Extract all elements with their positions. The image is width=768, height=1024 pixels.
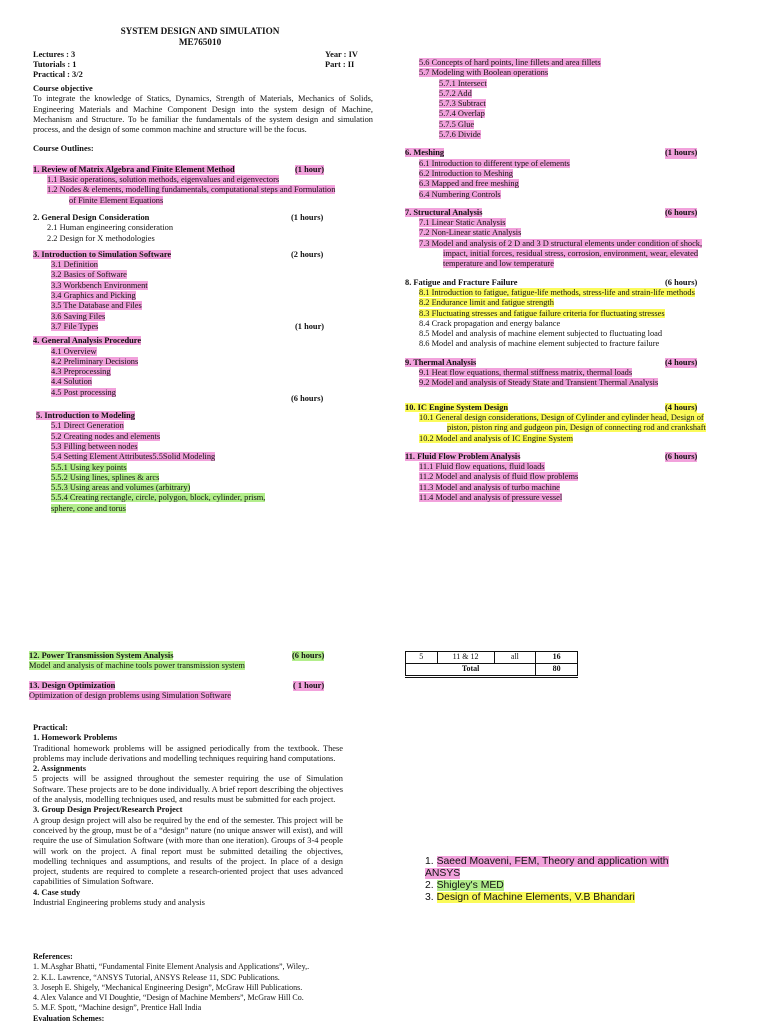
section-7-item: 7.2 Non-Linear static Analysis <box>419 228 522 238</box>
objective-text: To integrate the knowledge of Statics, Dynamics, Strength of Materials, Mechanics of Solids, Engineering Materials and Machine Component Design into the system design of Machine, Mechanism and Structure. To be familiar the fundamentals of the system design and simulation process, and the design of some common machine and structure will be the focus. <box>33 94 373 135</box>
meta-row-2 <box>33 60 373 70</box>
section-7-item-cont: temperature and low temperature <box>443 259 554 269</box>
added-ref-2: 2. Shigley's MED <box>425 880 504 891</box>
section-6-item: 6.3 Mapped and free meshing <box>419 179 519 189</box>
table-row <box>406 664 578 676</box>
right-column <box>405 58 705 503</box>
section-6-item: 6.2 Introduction to Meshing <box>419 168 513 178</box>
section-8-item: 8.4 Crack propagation and energy balance <box>419 318 561 328</box>
course-code: ME765010 <box>178 37 222 47</box>
section-3-item: 3.6 Saving Files <box>51 311 106 321</box>
section-2-item: 2.1 Human engineering consideration <box>47 223 174 233</box>
section-8-item: 8.2 Endurance limit and fatigue strength <box>419 298 554 308</box>
section-4-hours: (1 hour) <box>295 321 325 331</box>
section-6-item: 6.1 Introduction to different type of elements <box>419 158 570 168</box>
section-3-item: 3.4 Graphics and Picking <box>51 291 136 301</box>
section-4-item: 4.2 Preliminary Decisions <box>51 356 139 366</box>
section-3-item: 3.1 Definition <box>51 260 98 270</box>
course-title: SYSTEM DESIGN AND SIMULATION <box>120 26 280 36</box>
section-4-item: 4.5 Post processing (6 hours) <box>51 387 324 403</box>
section-4-item: 4.3 Preprocessing <box>51 367 111 377</box>
table-total-value: 80 <box>536 664 578 676</box>
section-10-hours: (4 hours) <box>665 402 698 412</box>
section-9-title: 9. Thermal Analysis (4 hours) <box>405 357 698 367</box>
section-10-item: 10.2 Model and analysis of IC Engine System <box>419 433 573 443</box>
practical-item-title: 3. Group Design Project/Research Project <box>33 805 183 815</box>
section-12-text: Model and analysis of machine tools power transmission system <box>29 661 245 671</box>
table-cell: 16 <box>536 652 578 664</box>
section-5-title: 5. Introduction to Modeling <box>36 411 135 421</box>
section-8-item: 8.6 Model and analysis of machine element subjected to fracture failure <box>419 339 660 349</box>
section-3-item: 3.3 Workbench Environment <box>51 280 148 290</box>
part: Part : II <box>325 60 355 69</box>
tutorials: Tutorials : 1 <box>33 60 77 69</box>
section-5-item: 5.5.1 Using key points <box>51 462 127 472</box>
section-1-item-cont: of Finite Element Equations <box>69 195 164 205</box>
reference-item: 1. M.Asghar Bhatti, “Fundamental Finite Element Analysis and Applications”, Wiley,. <box>33 962 310 972</box>
section-8-item: 8.1 Introduction to fatigue, fatigue-life methods, stress-life and strain-life methods <box>419 287 695 297</box>
section-6-item: 6.4 Numbering Controls <box>419 189 501 199</box>
section-8-item: 8.5 Model and analysis of machine element subjected to fluctuating load <box>419 329 663 339</box>
section-7-title: 7. Structural Analysis (6 hours) <box>405 207 698 217</box>
reference-item: 3. Joseph E. Shigely, “Mechanical Engineering Design”, McGraw Hill Publications. <box>33 982 303 992</box>
section-2-item: 2.2 Design for X methodologies <box>47 233 155 243</box>
reference-item: 5. M.F. Spott, “Machine design”, Prentice Hall India <box>33 1003 202 1013</box>
section-4-title: 4. General Analysis Procedure <box>33 336 142 346</box>
references-heading: References: <box>33 952 73 961</box>
added-ref-1: 1. Saeed Moaveni, FEM, Theory and application with <box>425 856 669 867</box>
section-13-hours: ( 1 hour) <box>293 680 325 690</box>
section-3-hours: (2 hours) <box>291 249 324 259</box>
section-11-title: 11. Fluid Flow Problem Analysis (6 hours) <box>405 451 698 461</box>
references-section <box>33 952 378 1024</box>
evaluation-heading: Evaluation Schemes: <box>33 1013 105 1023</box>
reference-item: 4. Alex Valance and VI Doughtie, “Design of Machine Members”, McGraw Hill Co. <box>33 993 304 1003</box>
section-5-item: 5.1 Direct Generation <box>51 421 124 431</box>
section-7-item: 7.1 Linear Static Analysis <box>419 218 506 228</box>
evaluation-table <box>405 651 578 676</box>
section-3-item: 3.5 The Database and Files <box>51 301 142 311</box>
added-references <box>425 856 745 904</box>
table-row <box>406 652 578 664</box>
section-5-item: 5.5.2 Using lines, splines & arcs <box>51 472 160 482</box>
section-2-title: 2. General Design Consideration (1 hours) <box>33 212 324 222</box>
section-5-item: 5.2 Creating nodes and elements <box>51 431 161 441</box>
section-1-hours: (1 hour) <box>295 164 325 174</box>
section-6-hours: (1 hours) <box>665 148 698 158</box>
meta-row-1 <box>33 50 373 60</box>
section-9-item: 9.2 Model and analysis of Steady State and Transient Thermal Analysis <box>419 378 659 388</box>
section-3-item: 3.7 File Types (1 hour) <box>51 321 325 331</box>
section-7-item: 7.3 Model and analysis of 2 D and 3 D structural elements under condition of shock, <box>419 238 703 248</box>
section-5-item: 5.6 Concepts of hard points, line fillets and area fillets <box>419 58 601 67</box>
section-1-title: 1. Review of Matrix Algebra and Finite Element Method (1 hour) <box>33 164 325 174</box>
boolean-op: 5.7.3 Subtract <box>439 99 486 109</box>
boolean-op: 5.7.2 Add <box>439 88 472 98</box>
section-11-item: 11.1 Fluid flow equations, fluid loads <box>419 462 545 472</box>
section-9-item: 9.1 Heat flow equations, thermal stiffness matrix, thermal loads <box>419 368 633 378</box>
boolean-op: 5.7.1 Intersect <box>439 78 487 88</box>
section-10-title: 10. IC Engine System Design (4 hours) <box>405 402 698 412</box>
section-5-item-cont: sphere, cone and torus <box>51 503 126 513</box>
section-7-item-cont: impact, initial forces, residual stress, corrosion, environment, wear, elevated <box>443 249 699 259</box>
left-column <box>33 50 373 514</box>
added-ref-1-cont: ANSYS <box>425 868 461 879</box>
section-3-item: 3.2 Basics of Software <box>51 270 127 280</box>
section-4-item: 4.1 Overview <box>51 346 97 356</box>
section-5-item: 5.4 Setting Element Attributes5.5Solid Modeling <box>51 452 216 462</box>
section-8-item: 8.3 Fluctuating stresses and fatigue failure criteria for fluctuating stresses <box>419 308 665 318</box>
section-12-hours: (6 hours) <box>292 651 325 660</box>
section-11-hours: (6 hours) <box>665 451 698 461</box>
table-cell: 11 & 12 <box>437 652 494 664</box>
boolean-op: 5.7.5 Glue <box>439 119 475 129</box>
section-1-item: 1.1 Basic operations, solution methods, eigenvalues and eigenvectors <box>47 175 280 185</box>
section-4-item: 4.4 Solution <box>51 377 92 387</box>
section-3-title: 3. Introduction to Simulation Software (2 hours) <box>33 249 324 259</box>
year: Year : IV <box>325 50 358 59</box>
practical-item-title: 2. Assignments <box>33 764 87 774</box>
section-7-hours: (6 hours) <box>665 207 698 217</box>
section-8-hours: (6 hours) <box>665 277 698 287</box>
boolean-op: 5.7.6 Divide <box>439 130 481 140</box>
section-5-item: 5.5.3 Using areas and volumes (arbitrary) <box>51 483 191 493</box>
practical-item-text: A group design project will also be required by the end of the semester. This project will be conceived by the group, must be of a “design” nature (no unique answer will exist), and will require the use of Simulation Software (with more than one iteration). Groups of 3-4 people will work on the project. A final report must be submitted detailing the objectives, modelling techniques and assumptions, and results of the project. In place of a design project, students are required to complete a research-oriented project that uses advanced capabilities of Simulation Software. <box>33 815 343 887</box>
table-total-label: Total <box>406 664 536 676</box>
sections-12-13 <box>29 651 369 701</box>
practical-item-title: 1. Homework Problems <box>33 733 118 743</box>
table-cell: 5 <box>406 652 438 664</box>
section-2-hours: (1 hours) <box>291 212 324 222</box>
table-divider <box>405 677 578 678</box>
section-11-item: 11.3 Model and analysis of turbo machine <box>419 482 560 492</box>
section-1-item: 1.2 Nodes & elements, modelling fundamentals, computational steps and Formulation <box>47 185 336 195</box>
section-5-item: 5.5.4 Creating rectangle, circle, polygon, block, cylinder, prism, <box>51 493 266 503</box>
section-5-hours: (6 hours) <box>291 393 324 403</box>
section-6-title: 6. Meshing (1 hours) <box>405 148 698 158</box>
section-11-item: 11.4 Model and analysis of pressure vessel <box>419 492 563 502</box>
section-9-hours: (4 hours) <box>665 357 698 367</box>
practical-item-text: 5 projects will be assigned throughout the semester requiring the use of Simulation Software. These projects are to be done individually. A brief report describing the objectives of the analysis, modelling techniques used, and results must be submitted for each project. <box>33 774 343 805</box>
document-header <box>0 26 400 48</box>
section-10-item-cont: piston, piston ring and gudgeon pin, Design of connecting rod and crankshaft <box>447 423 706 433</box>
reference-item: 2. K.L. Lawrence, “ANSYS Tutorial, ANSYS Release 11, SDC Publications. <box>33 972 280 982</box>
outlines-heading: Course Outlines: <box>33 144 94 154</box>
section-5-item: 5.7 Modeling with Boolean operations <box>419 68 549 78</box>
section-10-item: 10.1 General design considerations, Design of Cylinder and cylinder head, Design of <box>419 412 704 422</box>
section-12-title: 12. Power Transmission System Analysis (6 hours) <box>29 651 325 660</box>
section-13-title: 13. Design Optimization ( 1 hour) <box>29 680 325 690</box>
boolean-op: 5.7.4 Overlap <box>439 109 485 119</box>
section-13-text: Optimization of design problems using Simulation Software <box>29 690 231 700</box>
section-11-item: 11.2 Model and analysis of fluid flow problems <box>419 472 579 482</box>
practical-section <box>33 723 343 908</box>
objective-heading: Course objective <box>33 84 93 93</box>
practical-item-title: 4. Case study <box>33 887 81 897</box>
added-ref-3: 3. Design of Machine Elements, V.B Bhandari <box>425 892 635 903</box>
practical-heading: Practical: <box>33 723 68 732</box>
table-cell: all <box>494 652 536 664</box>
practical-hours: Practical : 3/2 <box>33 70 83 79</box>
lectures: Lectures : 3 <box>33 50 76 59</box>
practical-item-text: Traditional homework problems will be assigned periodically from the textbook. These problems may include derivations and modelling techniques requiring hand computations. <box>33 743 343 763</box>
section-8-title: 8. Fatigue and Fracture Failure (6 hours) <box>405 277 698 287</box>
section-5-item: 5.3 Filling between nodes <box>51 441 138 451</box>
practical-item-text: Industrial Engineering problems study and analysis <box>33 898 205 908</box>
